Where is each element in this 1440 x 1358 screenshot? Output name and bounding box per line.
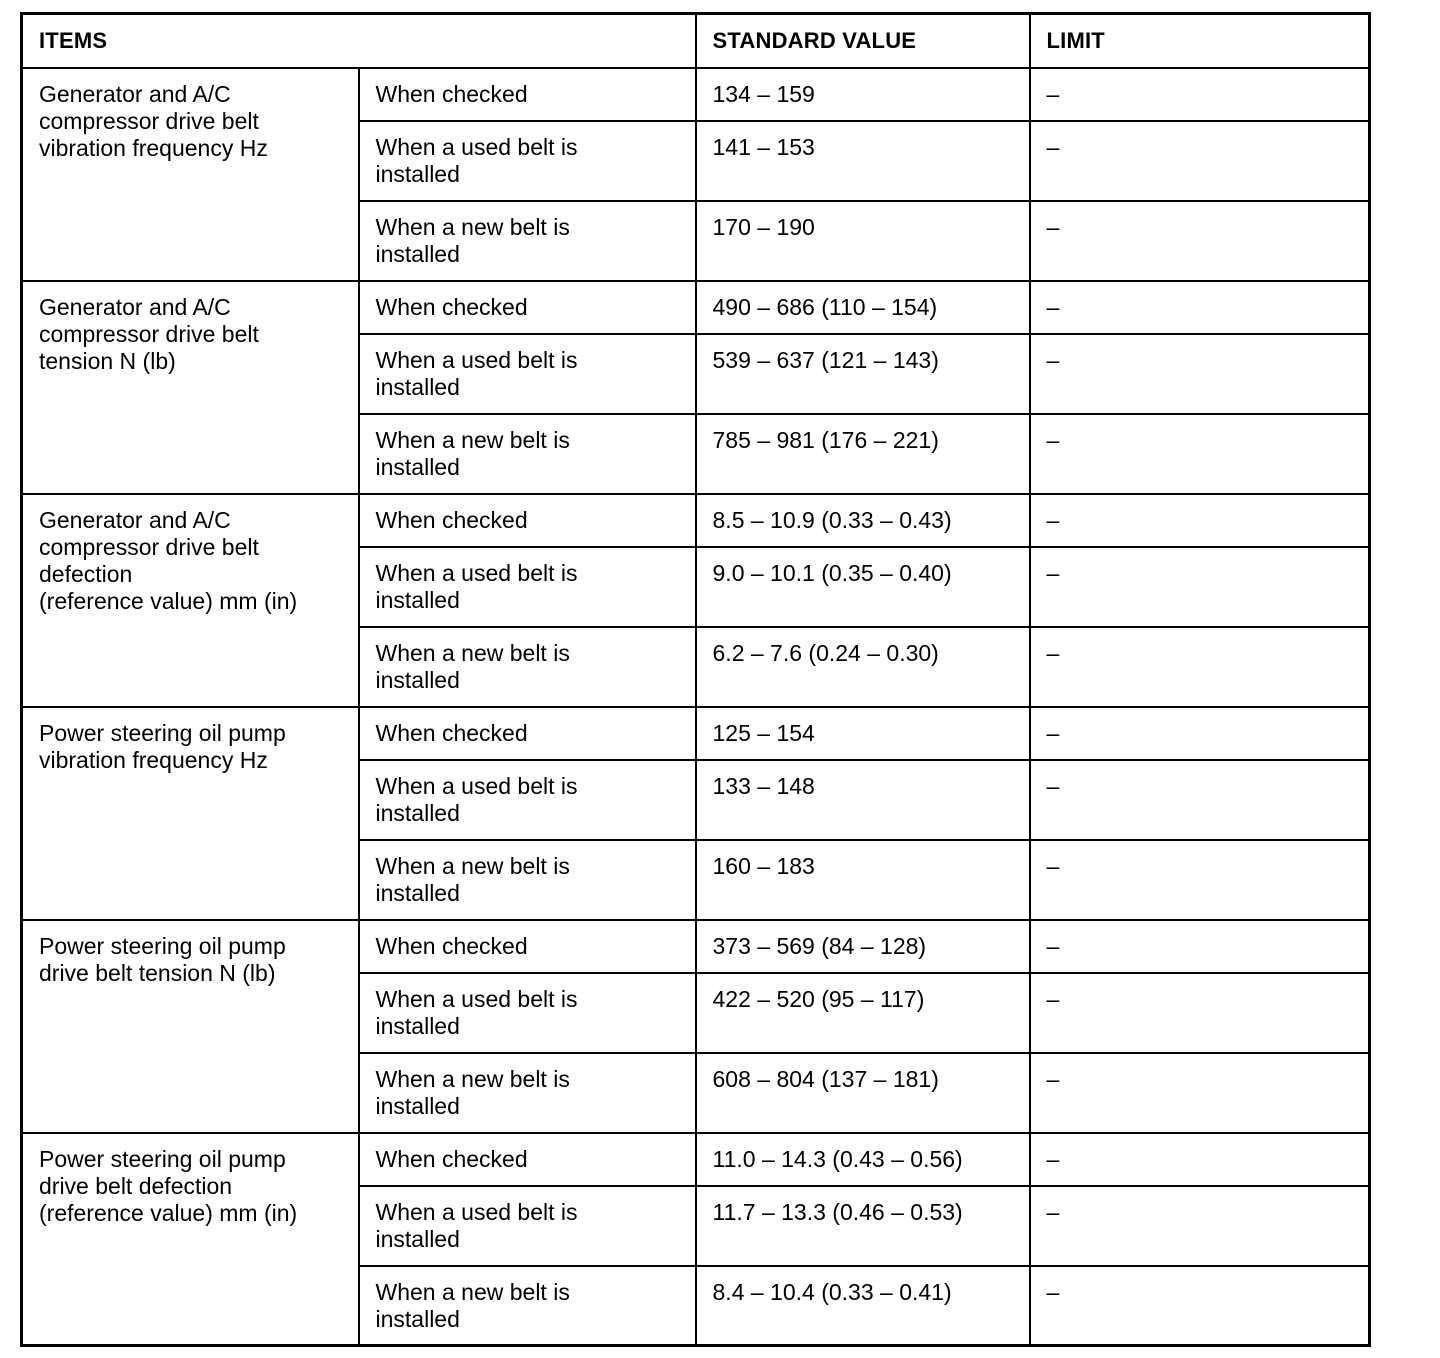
- condition-cell: When a used belt is installed: [359, 334, 696, 414]
- spec-table: [20, 12, 1371, 1347]
- condition-cell: When checked: [359, 68, 696, 121]
- condition-cell: When checked: [359, 281, 696, 334]
- limit-cell: –: [1030, 547, 1370, 627]
- limit-cell: –: [1030, 1266, 1370, 1346]
- standard-value-cell: 422 – 520 (95 – 117): [696, 973, 1030, 1053]
- standard-value-cell: 8.5 – 10.9 (0.33 – 0.43): [696, 494, 1030, 547]
- limit-cell: –: [1030, 760, 1370, 840]
- item-name: Power steering oil pump drive belt tension N (lb): [22, 920, 359, 1133]
- limit-cell: –: [1030, 281, 1370, 334]
- standard-value-cell: 11.7 – 13.3 (0.46 – 0.53): [696, 1186, 1030, 1266]
- limit-cell: –: [1030, 414, 1370, 494]
- header-row: [22, 14, 1370, 68]
- limit-cell: –: [1030, 707, 1370, 760]
- standard-value-cell: 9.0 – 10.1 (0.35 – 0.40): [696, 547, 1030, 627]
- condition-cell: When a new belt is installed: [359, 1053, 696, 1133]
- standard-value-cell: 8.4 – 10.4 (0.33 – 0.41): [696, 1266, 1030, 1346]
- condition-cell: When a new belt is installed: [359, 840, 696, 920]
- limit-cell: –: [1030, 840, 1370, 920]
- limit-cell: –: [1030, 68, 1370, 121]
- limit-cell: –: [1030, 1186, 1370, 1266]
- table-row: [22, 707, 1370, 760]
- table-body: [22, 68, 1370, 1346]
- header-standard-value: STANDARD VALUE: [696, 14, 1030, 68]
- limit-cell: –: [1030, 627, 1370, 707]
- limit-cell: –: [1030, 494, 1370, 547]
- condition-cell: When a used belt is installed: [359, 547, 696, 627]
- condition-cell: When a used belt is installed: [359, 1186, 696, 1266]
- condition-cell: When a used belt is installed: [359, 973, 696, 1053]
- header-limit: LIMIT: [1030, 14, 1370, 68]
- standard-value-cell: 608 – 804 (137 – 181): [696, 1053, 1030, 1133]
- standard-value-cell: 125 – 154: [696, 707, 1030, 760]
- standard-value-cell: 6.2 – 7.6 (0.24 – 0.30): [696, 627, 1030, 707]
- item-name: Power steering oil pump vibration frequency Hz: [22, 707, 359, 920]
- table-row: [22, 68, 1370, 121]
- item-name: Power steering oil pump drive belt defection (reference value) mm (in): [22, 1133, 359, 1346]
- limit-cell: –: [1030, 920, 1370, 973]
- condition-cell: When a new belt is installed: [359, 414, 696, 494]
- table-row: [22, 920, 1370, 973]
- item-name: Generator and A/C compressor drive belt vibration frequency Hz: [22, 68, 359, 281]
- limit-cell: –: [1030, 1133, 1370, 1186]
- standard-value-cell: 11.0 – 14.3 (0.43 – 0.56): [696, 1133, 1030, 1186]
- condition-cell: When checked: [359, 707, 696, 760]
- table-row: [22, 1133, 1370, 1186]
- limit-cell: –: [1030, 121, 1370, 201]
- standard-value-cell: 160 – 183: [696, 840, 1030, 920]
- standard-value-cell: 490 – 686 (110 – 154): [696, 281, 1030, 334]
- condition-cell: When checked: [359, 1133, 696, 1186]
- condition-cell: When a used belt is installed: [359, 760, 696, 840]
- standard-value-cell: 373 – 569 (84 – 128): [696, 920, 1030, 973]
- item-name: Generator and A/C compressor drive belt defection (reference value) mm (in): [22, 494, 359, 707]
- item-name: Generator and A/C compressor drive belt tension N (lb): [22, 281, 359, 494]
- standard-value-cell: 170 – 190: [696, 201, 1030, 281]
- table-row: [22, 281, 1370, 334]
- limit-cell: –: [1030, 1053, 1370, 1133]
- standard-value-cell: 134 – 159: [696, 68, 1030, 121]
- standard-value-cell: 785 – 981 (176 – 221): [696, 414, 1030, 494]
- condition-cell: When a new belt is installed: [359, 1266, 696, 1346]
- condition-cell: When checked: [359, 494, 696, 547]
- condition-cell: When a new belt is installed: [359, 627, 696, 707]
- limit-cell: –: [1030, 201, 1370, 281]
- condition-cell: When checked: [359, 920, 696, 973]
- table-row: [22, 494, 1370, 547]
- limit-cell: –: [1030, 334, 1370, 414]
- condition-cell: When a new belt is installed: [359, 201, 696, 281]
- standard-value-cell: 141 – 153: [696, 121, 1030, 201]
- standard-value-cell: 133 – 148: [696, 760, 1030, 840]
- standard-value-cell: 539 – 637 (121 – 143): [696, 334, 1030, 414]
- limit-cell: –: [1030, 973, 1370, 1053]
- condition-cell: When a used belt is installed: [359, 121, 696, 201]
- header-items: ITEMS: [22, 14, 696, 68]
